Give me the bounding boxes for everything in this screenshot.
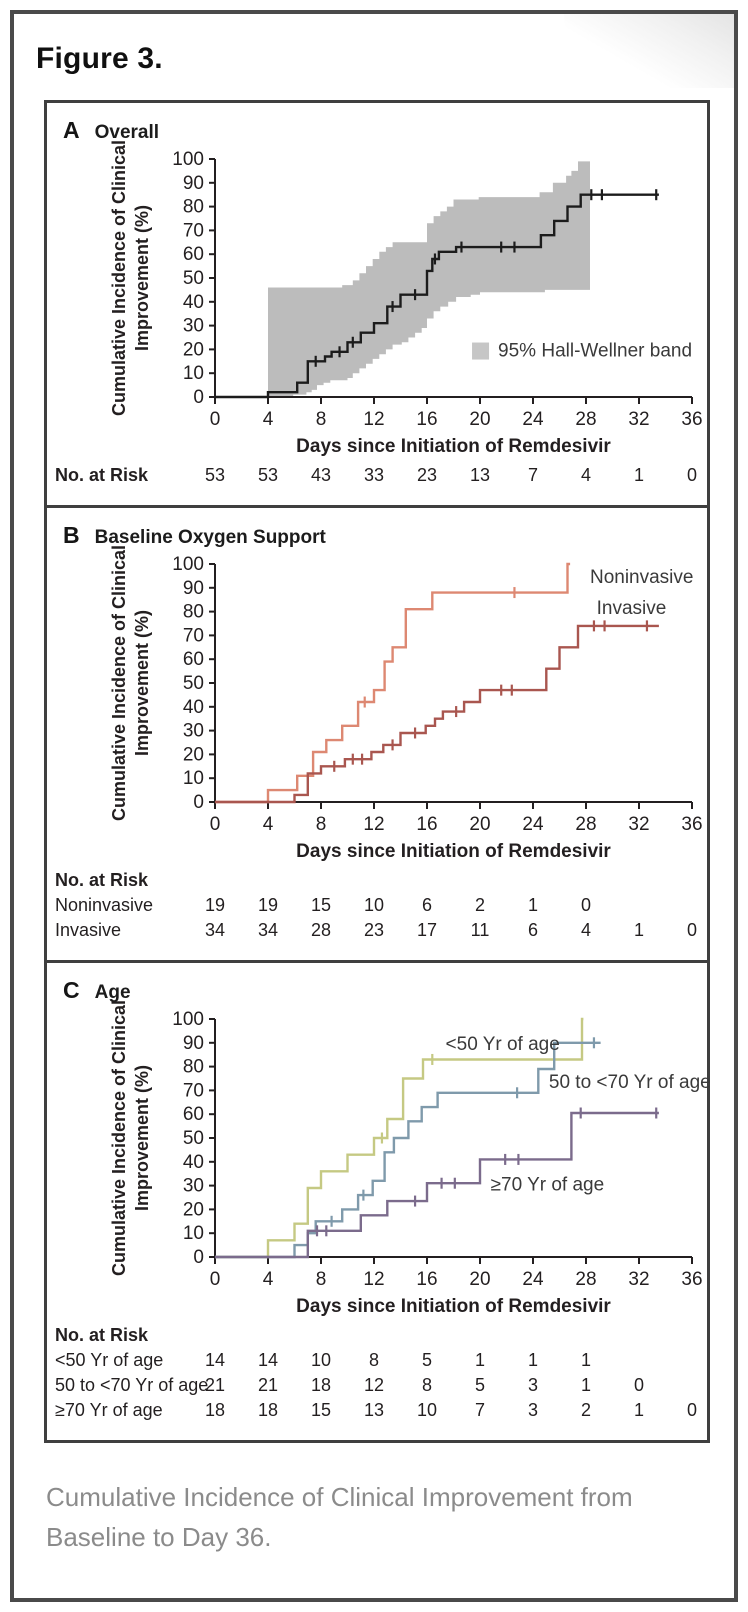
noninvasive-curve: [215, 564, 570, 802]
risk-value: 19: [204, 895, 226, 915]
y-axis-title-line2: Improvement (%): [132, 204, 152, 352]
risk-value: 21: [204, 1375, 226, 1395]
y-tick-label: 40: [182, 1151, 204, 1173]
risk-row-label: 50 to <70 Yr of age: [55, 1375, 209, 1395]
risk-value: 18: [257, 1400, 279, 1420]
x-tick-label: 8: [315, 814, 327, 835]
risk-row-label: <50 Yr of age: [55, 1350, 164, 1370]
risk-value: 13: [363, 1400, 385, 1420]
risk-value: 14: [257, 1350, 279, 1370]
series-label-50-to-70-yr-of-age: 50 to <70 Yr of age: [548, 1072, 711, 1094]
risk-value: 10: [310, 1350, 332, 1370]
risk-value: 21: [257, 1375, 279, 1395]
risk-value: 12: [363, 1375, 385, 1395]
risk-value: 3: [527, 1400, 539, 1420]
risk-value: 7: [527, 465, 539, 485]
x-tick-label: 4: [262, 814, 274, 835]
x-tick-label: 32: [628, 814, 650, 835]
risk-value: 23: [363, 920, 385, 940]
risk-value: 34: [257, 920, 279, 940]
x-tick-label: 24: [522, 409, 544, 430]
risk-table-header: No. at Risk: [55, 1325, 149, 1345]
risk-value: 1: [474, 1350, 486, 1370]
y-tick-label: 80: [182, 196, 204, 218]
y-axis-title-line2: Improvement (%): [132, 1064, 152, 1212]
risk-value: 2: [580, 1400, 592, 1420]
figure-label: Figure 3.: [36, 42, 163, 75]
y-tick-label: 30: [182, 720, 204, 742]
panel-baseline-oxygen-support-chart: [49, 544, 703, 950]
legend-swatch: [472, 343, 489, 360]
risk-row-label: ≥70 Yr of age: [55, 1400, 163, 1420]
risk-value: 0: [686, 1400, 698, 1420]
y-tick-label: 70: [182, 625, 204, 647]
panel-age-chart: [49, 999, 711, 1430]
risk-value: 8: [421, 1375, 433, 1395]
y-tick-label: 60: [182, 1104, 204, 1126]
y-tick-label: 50: [182, 268, 204, 289]
panel-letter: A: [63, 117, 80, 143]
y-tick-label: 40: [182, 696, 204, 718]
risk-value: 6: [527, 920, 539, 940]
panel-title: Overall: [94, 122, 160, 143]
y-tick-label: 80: [182, 601, 204, 623]
risk-value: 0: [686, 465, 698, 485]
x-tick-label: 12: [363, 409, 385, 430]
risk-value: 6: [421, 895, 433, 915]
risk-value: 14: [204, 1350, 226, 1370]
risk-table-header: No. at Risk: [55, 870, 149, 890]
x-tick-label: 4: [262, 1269, 274, 1290]
y-axis-title-line2: Improvement (%): [132, 609, 152, 757]
y-tick-label: 0: [193, 387, 204, 408]
x-tick-label: 36: [681, 409, 703, 430]
x-tick-label: 16: [416, 814, 438, 835]
panel-title: Age: [94, 982, 131, 1003]
panel-overall-header: [47, 109, 707, 143]
panel-overall: [47, 103, 707, 505]
x-tick-label: 20: [469, 409, 491, 430]
panel-age: [47, 960, 711, 1440]
x-tick-label: 8: [315, 409, 327, 430]
risk-value: 13: [469, 465, 491, 485]
risk-value: 34: [204, 920, 226, 940]
figure-outer-frame: [10, 10, 738, 1602]
risk-value: 10: [416, 1400, 438, 1420]
x-tick-label: 0: [209, 409, 221, 430]
y-tick-label: 10: [182, 768, 204, 790]
y-tick-label: 90: [182, 1032, 204, 1054]
risk-value: 5: [474, 1375, 486, 1395]
risk-value: 1: [580, 1350, 592, 1370]
y-tick-label: 100: [172, 1009, 204, 1030]
x-tick-label: 28: [575, 409, 597, 430]
x-tick-label: 12: [363, 1269, 385, 1290]
risk-value: 7: [474, 1400, 486, 1420]
y-tick-label: 0: [193, 1247, 204, 1268]
risk-value: 19: [257, 895, 279, 915]
x-axis-title: Days since Initiation of Remdesivir: [296, 436, 611, 457]
y-tick-label: 10: [182, 1223, 204, 1245]
x-tick-label: 28: [575, 814, 597, 835]
risk-value: 1: [633, 920, 645, 940]
risk-value: 0: [633, 1375, 645, 1395]
x-tick-label: 16: [416, 1269, 438, 1290]
risk-value: 2: [474, 895, 486, 915]
y-axis-title-line1: Cumulative Incidence of Clinical: [109, 139, 129, 417]
50-to-70-yr-of-age-curve: [215, 1043, 601, 1257]
x-tick-label: 28: [575, 1269, 597, 1290]
x-tick-label: 36: [681, 1269, 703, 1290]
risk-value: 33: [363, 465, 385, 485]
risk-value: 23: [416, 465, 438, 485]
risk-value: 0: [580, 895, 592, 915]
risk-value: 8: [368, 1350, 380, 1370]
y-tick-label: 90: [182, 172, 204, 194]
risk-table-header: No. at Risk: [55, 465, 149, 485]
risk-value: 4: [580, 465, 592, 485]
y-tick-label: 40: [182, 291, 204, 313]
risk-value: 10: [363, 895, 385, 915]
risk-value: 11: [470, 920, 490, 940]
risk-value: 3: [527, 1375, 539, 1395]
x-tick-label: 16: [416, 409, 438, 430]
y-axis-title-line1: Cumulative Incidence of Clinical: [109, 544, 129, 822]
y-tick-label: 50: [182, 673, 204, 694]
y-tick-label: 30: [182, 1175, 204, 1197]
invasive-curve: [215, 626, 659, 802]
y-tick-label: 10: [182, 363, 204, 385]
y-tick-label: 20: [182, 744, 204, 766]
y-tick-label: 70: [182, 220, 204, 242]
panel-age-header: [47, 969, 707, 1003]
x-tick-label: 20: [469, 1269, 491, 1290]
y-tick-label: 100: [172, 554, 204, 575]
figure-caption: Cumulative Incidence of Clinical Improvement from Baseline to Day 36.: [46, 1482, 633, 1553]
x-tick-label: 32: [628, 1269, 650, 1290]
x-tick-label: 12: [363, 814, 385, 835]
risk-value: 4: [580, 920, 592, 940]
y-axis-title-line1: Cumulative Incidence of Clinical: [109, 999, 129, 1277]
panel-oxygen-header: [47, 514, 707, 548]
x-tick-label: 36: [681, 814, 703, 835]
risk-value: 1: [633, 1400, 645, 1420]
risk-row-label: Noninvasive: [55, 895, 154, 915]
x-tick-label: 0: [209, 814, 221, 835]
x-tick-label: 8: [315, 1269, 327, 1290]
y-tick-label: 20: [182, 1199, 204, 1221]
y-tick-label: 70: [182, 1080, 204, 1102]
y-tick-label: 60: [182, 244, 204, 266]
risk-row-label: Invasive: [55, 920, 122, 940]
risk-value: 15: [310, 1400, 332, 1420]
y-tick-label: 80: [182, 1056, 204, 1078]
panel-baseline-oxygen-support: [47, 505, 707, 960]
risk-value: 15: [310, 895, 332, 915]
risk-value: 1: [633, 465, 645, 485]
page-curl-decoration: [564, 14, 734, 88]
y-tick-label: 90: [182, 577, 204, 599]
risk-value: 1: [580, 1375, 592, 1395]
legend-label: 95% Hall-Wellner band: [498, 340, 693, 362]
risk-value: 1: [527, 895, 539, 915]
risk-value: 17: [416, 920, 438, 940]
panel-letter: C: [63, 977, 80, 1003]
x-tick-label: 4: [262, 409, 274, 430]
figure-box: [44, 100, 710, 1443]
y-tick-label: 100: [172, 149, 204, 170]
y-tick-label: 50: [182, 1128, 204, 1149]
y-tick-label: 30: [182, 315, 204, 337]
y-tick-label: 0: [193, 792, 204, 813]
x-axis-title: Days since Initiation of Remdesivir: [296, 841, 611, 862]
risk-value: 5: [421, 1350, 433, 1370]
series-label-50-yr-of-age: <50 Yr of age: [445, 1033, 560, 1055]
risk-value: 1: [527, 1350, 539, 1370]
risk-value: 43: [310, 465, 332, 485]
series-label-invasive: Invasive: [596, 597, 667, 619]
series-label-70-yr-of-age: ≥70 Yr of age: [490, 1174, 605, 1196]
x-tick-label: 20: [469, 814, 491, 835]
x-tick-label: 24: [522, 814, 544, 835]
x-tick-label: 0: [209, 1269, 221, 1290]
y-tick-label: 60: [182, 649, 204, 671]
risk-value: 18: [204, 1400, 226, 1420]
panel-letter: B: [63, 522, 80, 548]
x-tick-label: 24: [522, 1269, 544, 1290]
risk-value: 53: [204, 465, 226, 485]
series-label-noninvasive: Noninvasive: [589, 567, 694, 589]
risk-value: 0: [686, 920, 698, 940]
risk-value: 18: [310, 1375, 332, 1395]
x-axis-title: Days since Initiation of Remdesivir: [296, 1296, 611, 1317]
panel-title: Baseline Oxygen Support: [94, 527, 326, 548]
y-tick-label: 20: [182, 339, 204, 361]
risk-value: 28: [310, 920, 332, 940]
x-tick-label: 32: [628, 409, 650, 430]
panel-overall-chart: [49, 139, 703, 495]
risk-value: 53: [257, 465, 279, 485]
